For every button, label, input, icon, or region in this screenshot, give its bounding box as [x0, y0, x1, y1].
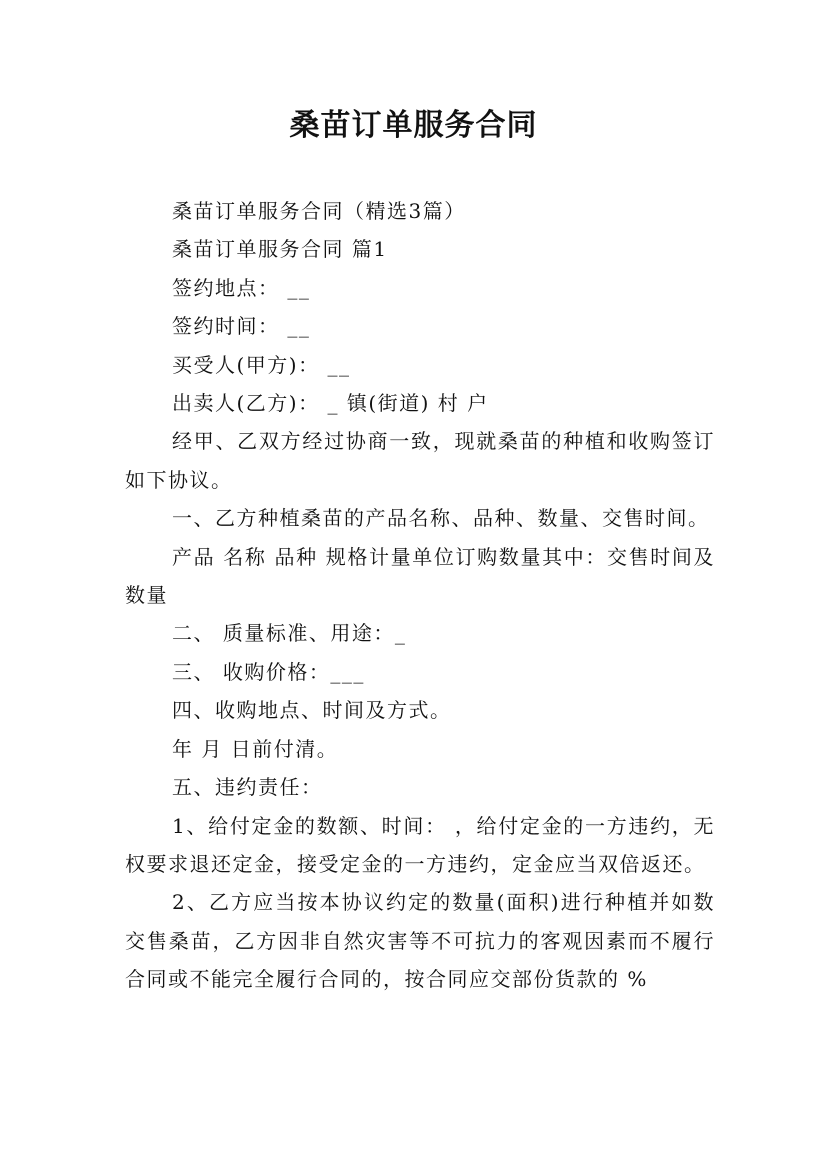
paragraph-contract-heading: 桑苗订单服务合同 篇1 [172, 237, 388, 262]
paragraph-section-five: 五、违约责任： [172, 775, 323, 800]
paragraph-collection-heading: 桑苗订单服务合同（精选3篇） [172, 199, 466, 223]
document-body [125, 192, 715, 999]
paragraph-section-three: 三、 收购价格：___ [172, 659, 365, 684]
paragraph-payment-date: 年 月 日前付清。 [172, 736, 339, 761]
paragraph-section-two: 二、 质量标准、用途：_ [172, 621, 407, 646]
paragraph-section-four: 四、收购地点、时间及方式。 [172, 698, 452, 723]
document-title: 桑苗订单服务合同 [289, 108, 538, 143]
paragraph-agreement-intro: 经甲、乙双方经过协商一致，现就桑苗的种植和收购签订如下协议。 [125, 429, 715, 492]
paragraph-section-one: 一、乙方种植桑苗的产品名称、品种、数量、交售时间。 [172, 506, 710, 531]
paragraph-signing-time: 签约时间： __ [172, 314, 311, 339]
paragraph-clause-deposit: 1、给付定金的数额、时间： ，给付定金的一方违约，无权要求退还定金，接受定金的一方违约，定金应当双倍返还。 [125, 813, 715, 876]
paragraph-product-columns: 产品 名称 品种 规格计量单位订购数量其中：交售时间及数量 [125, 544, 715, 608]
paragraph-signing-place: 签约地点： __ [172, 275, 311, 300]
paragraph-seller: 出卖人(乙方)： _ 镇(街道) 村 户 [172, 391, 489, 416]
paragraph-clause-planting: 2、乙方应当按本协议约定的数量(面积)进行种植并如数交售桑苗，乙方因非自然灾害等不可抗力的客观因素而不履行合同或不能完全履行合同的，按合同应交部份货款的 % [125, 890, 715, 992]
paragraph-buyer: 买受人(甲方)： __ [172, 352, 351, 377]
